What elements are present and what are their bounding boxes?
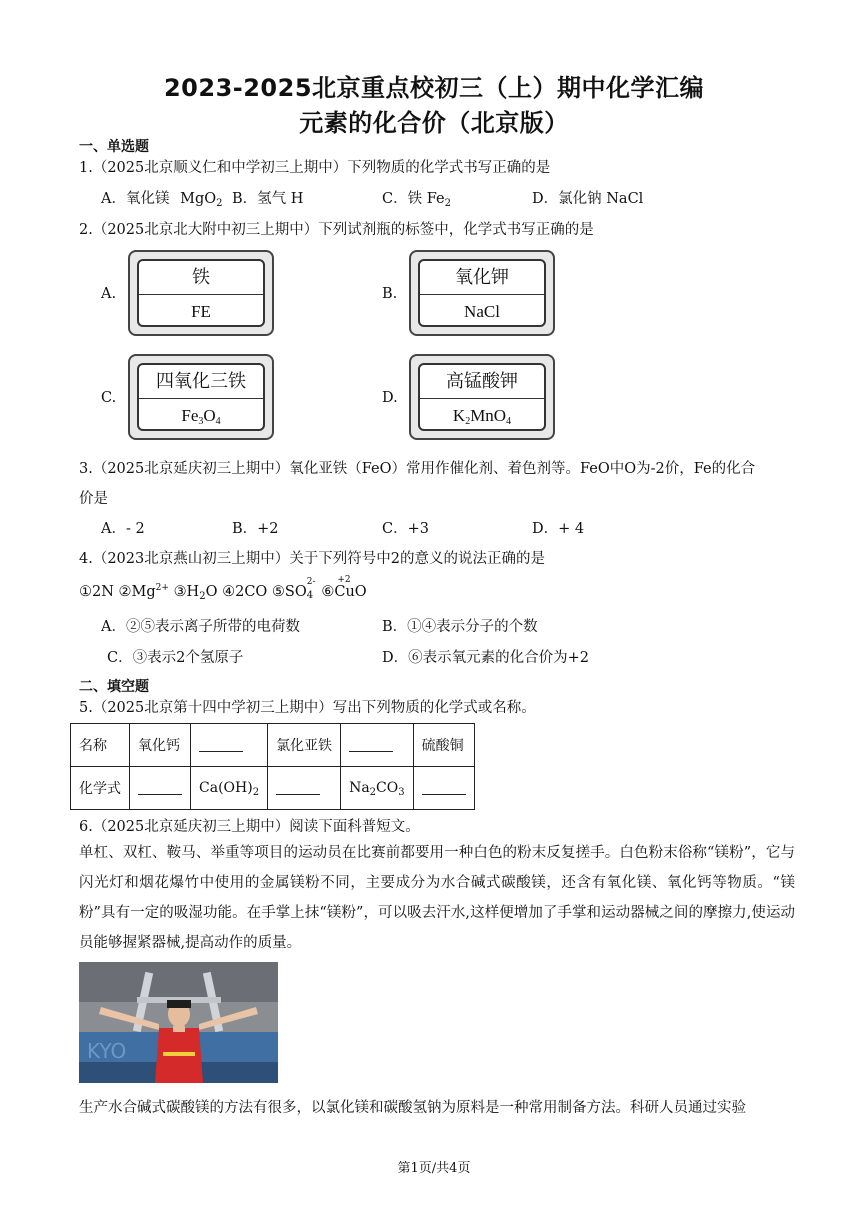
table-cell: 氧化钙	[130, 724, 191, 767]
formula-table	[70, 723, 475, 810]
question-2-option-c-letter: C.	[101, 390, 117, 406]
reagent-label-b	[409, 250, 555, 336]
reagent-label-b-formula: NaCl	[464, 302, 500, 321]
table-cell: 氯化亚铁	[268, 724, 341, 767]
answer-blank[interactable]	[349, 737, 393, 752]
table-cell: $Na_2CO_3$	[341, 767, 414, 810]
answer-blank[interactable]	[422, 780, 466, 795]
article-paragraph-1: 单杠、双杠、鞍马、举重等项目的运动员在比赛前都要用一种白色的粉末反复搓手。白色粉末俗称“镁粉”，它与闪光灯和烟花爆竹中使用的金属镁粉不同，主要成分为水合碱式碳酸镁，还含有氧化镁、氧化钙等物质。“镁粉”具有一定的吸湿功能。在手掌上抹“镁粉”，可以吸去汗水,这样便增加了手掌和运动器械之间的摩擦力,使运动员能够握紧器械,提高动作的质量。	[79, 845, 795, 951]
question-2-option-a-letter: A.	[101, 286, 117, 302]
reagent-label-c-formula: $Fe_3O_4$	[181, 406, 221, 427]
question-3-stem-line1: 3.（2025北京延庆初三上期中）氧化亚铁（FeO）常用作催化剂、着色剂等。FeO中O为-2价，Fe的化合	[79, 461, 756, 477]
question-3-option-c: C．+3	[382, 521, 429, 537]
question-6-stem: 6.（2025北京延庆初三上期中）阅读下面科普短文。	[79, 819, 420, 835]
table-cell-blank[interactable]	[130, 767, 191, 810]
document-subtitle: 元素的化合价（北京版）	[299, 109, 569, 137]
reagent-label-b-name: 氧化钾	[420, 261, 544, 295]
reagent-label-c-name: 四氧化三铁	[139, 365, 263, 399]
question-3-option-a: A．- 2	[101, 521, 145, 537]
table-cell-blank[interactable]	[268, 767, 341, 810]
reagent-label-c	[128, 354, 274, 440]
article-paragraph-2: 生产水合碱式碳酸镁的方法有很多，以氯化镁和碳酸氢钠为原料是一种常用制备方法。科研人员通过实验	[79, 1100, 746, 1116]
reagent-label-a-formula: FE	[191, 302, 211, 321]
question-1-stem: 1.（2025北京顺义仁和中学初三上期中）下列物质的化学式书写正确的是	[79, 160, 551, 176]
section-title-single-choice: 一、单选题	[79, 139, 149, 155]
answer-blank[interactable]	[138, 780, 182, 795]
question-4-stem: 4.（2023北京燕山初三上期中）关于下列符号中2的意义的说法正确的是	[79, 551, 545, 567]
question-1-option-d: D．氯化钠 NaCl	[532, 191, 644, 207]
reagent-label-a-name: 铁	[139, 261, 263, 295]
reagent-label-d	[409, 354, 555, 440]
answer-blank[interactable]	[199, 737, 243, 752]
question-1-option-c: C．铁 $Fe_2$	[382, 191, 451, 209]
reagent-label-a	[128, 250, 274, 336]
table-cell-blank[interactable]	[413, 767, 474, 810]
question-4-option-b: B．①④表示分子的个数	[382, 619, 538, 635]
table-cell: $Ca(OH)_2$	[191, 767, 268, 810]
question-1-option-a: A．氧化镁 MgO$_2$	[101, 191, 223, 209]
question-3-option-b: B．+2	[232, 521, 279, 537]
table-cell-blank[interactable]	[191, 724, 268, 767]
table-cell: 化学式	[71, 767, 130, 810]
question-2-stem: 2.（2025北京北大附中初三上期中）下列试剂瓶的标签中，化学式书写正确的是	[79, 222, 594, 238]
table-cell: 硫酸铜	[413, 724, 474, 767]
question-2-option-d-letter: D.	[382, 390, 398, 406]
question-1-option-b: B．氢气 H	[232, 191, 304, 207]
gymnast-photo	[79, 962, 278, 1083]
page-number: 第1页/共4页	[397, 1161, 471, 1176]
question-4-symbols: ①2N $②Mg^{2+}$ $③H_2O$ ④2CO ⑤SO 2- 4 ⑥ +2 CuO	[79, 575, 367, 602]
question-3-option-d: D．+ 4	[532, 521, 585, 537]
question-5-stem: 5.（2025北京第十四中学初三上期中）写出下列物质的化学式或名称。	[79, 700, 536, 716]
table-row	[71, 767, 475, 810]
reagent-label-d-name: 高锰酸钾	[420, 365, 544, 399]
section-title-fill-in: 二、填空题	[79, 679, 149, 695]
question-3-stem-line2: 价是	[79, 491, 108, 507]
question-2-option-b-letter: B.	[382, 286, 398, 302]
question-4-option-a: A．②⑤表示离子所带的电荷数	[101, 619, 300, 635]
reagent-label-d-formula: $K_2MnO_4$	[452, 406, 512, 427]
question-4-option-c: C．③表示2个氢原子	[107, 650, 244, 666]
answer-blank[interactable]	[276, 780, 320, 795]
table-cell-blank[interactable]	[341, 724, 414, 767]
table-cell: 名称	[71, 724, 130, 767]
svg-text:KYO: KYO	[87, 1039, 127, 1063]
document-title: 2023-2025北京重点校初三（上）期中化学汇编	[163, 74, 705, 102]
table-row	[71, 724, 475, 767]
question-4-option-d: D．⑥表示氧元素的化合价为+2	[382, 650, 589, 666]
